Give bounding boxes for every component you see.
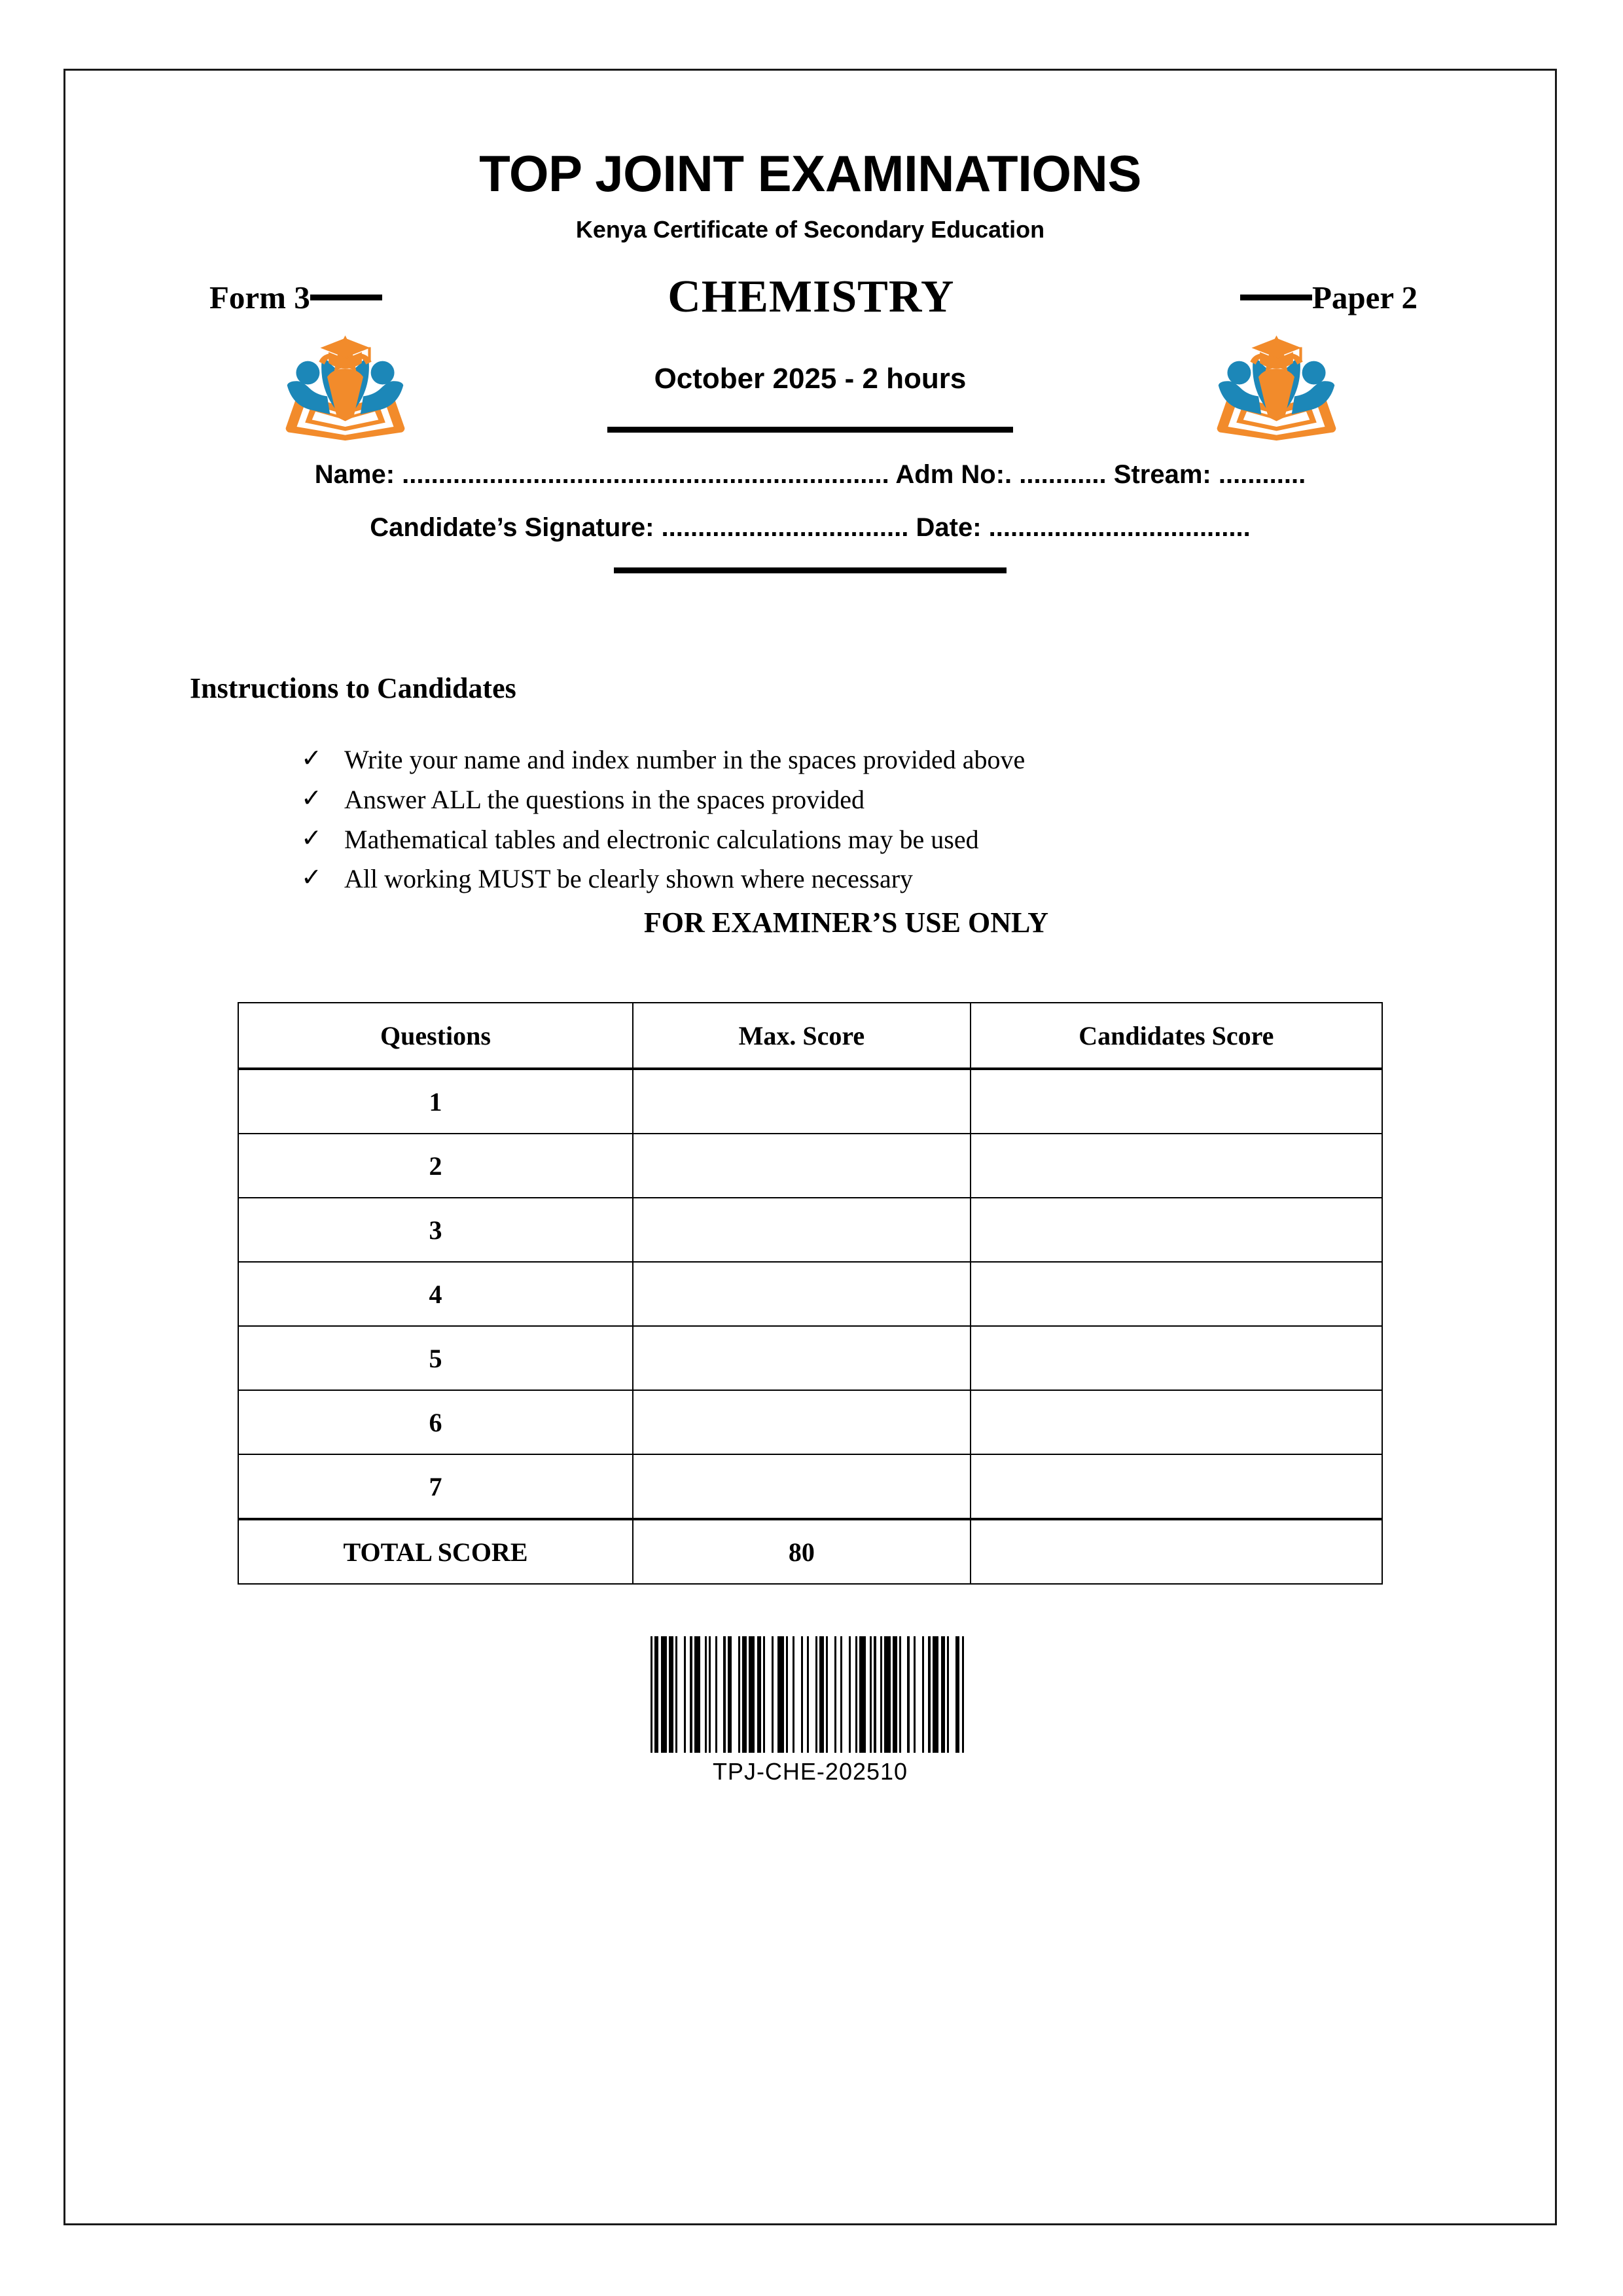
check-icon: ✓ (301, 784, 322, 812)
instruction-text: Answer ALL the questions in the spaces provided (344, 784, 865, 814)
list-item (301, 780, 1555, 820)
instruction-text: Mathematical tables and electronic calculations may be used (344, 824, 979, 854)
cell-candidate-score[interactable] (971, 1454, 1382, 1519)
cell-max-score (633, 1390, 971, 1454)
session-line: October 2025 - 2 hours (654, 363, 967, 395)
cell-candidate-score[interactable] (971, 1198, 1382, 1262)
column-header-candidates-score: Candidates Score (971, 1003, 1382, 1069)
check-icon: ✓ (301, 824, 322, 852)
dash-rule-right (1240, 295, 1312, 300)
cell-candidate-score[interactable] (971, 1134, 1382, 1198)
cell-question: 3 (238, 1198, 633, 1262)
cell-total-max-score: 80 (633, 1519, 971, 1584)
institution-logo-left (275, 330, 416, 451)
cell-total-candidate-score[interactable] (971, 1519, 1382, 1584)
divider-rule-bottom (614, 567, 1007, 573)
stream-dots-field[interactable]: ............ (1218, 460, 1306, 489)
examiner-use-heading: FOR EXAMINER’S USE ONLY (643, 906, 1049, 939)
barcode-block (65, 1628, 1555, 1785)
dash-rule-left (310, 295, 382, 300)
adm-no-label: Adm No:. (895, 460, 1012, 489)
page-title: TOP JOINT EXAMINATIONS (479, 145, 1141, 202)
list-item (301, 740, 1555, 780)
examiner-score-table (238, 1002, 1383, 1585)
list-item (301, 859, 1555, 899)
subject-row (137, 271, 1483, 323)
form-label: Form 3 (209, 279, 310, 315)
cell-candidate-score[interactable] (971, 1326, 1382, 1390)
cell-max-score (633, 1454, 971, 1519)
table-row (238, 1198, 1382, 1262)
cell-total-label: TOTAL SCORE (238, 1519, 633, 1584)
institution-logo-right (1206, 330, 1347, 451)
date-label: Date: (916, 513, 982, 542)
cell-candidate-score[interactable] (971, 1262, 1382, 1326)
table-row (238, 1390, 1382, 1454)
cell-question: 2 (238, 1134, 633, 1198)
cell-max-score (633, 1069, 971, 1134)
cell-max-score (633, 1198, 971, 1262)
table-row (238, 1069, 1382, 1134)
column-header-max-score: Max. Score (633, 1003, 971, 1069)
stream-label: Stream: (1113, 460, 1211, 489)
cell-question: 4 (238, 1262, 633, 1326)
signature-label: Candidate’s Signature: (370, 513, 654, 542)
cell-max-score (633, 1262, 971, 1326)
table-row (238, 1326, 1382, 1390)
list-item (301, 820, 1555, 860)
signature-dots-field[interactable]: .................................. (661, 513, 909, 542)
name-dots-field[interactable]: ................................................................... (402, 460, 889, 489)
candidate-signature-line (65, 513, 1555, 543)
certificate-subtitle: Kenya Certificate of Secondary Education (575, 216, 1045, 243)
instruction-text: Write your name and index number in the spaces provided above (344, 745, 1026, 774)
instructions-list (65, 740, 1555, 899)
cell-candidate-score[interactable] (971, 1069, 1382, 1134)
adm-no-dots-field[interactable]: ............ (1019, 460, 1107, 489)
barcode-label: TPJ-CHE-202510 (712, 1758, 908, 1785)
check-icon: ✓ (301, 864, 322, 892)
date-dots-field[interactable]: .................................... (988, 513, 1251, 542)
table-row-total (238, 1519, 1382, 1584)
table-header-row (238, 1003, 1382, 1069)
column-header-questions: Questions (238, 1003, 633, 1069)
check-icon: ✓ (301, 745, 322, 772)
cell-question: 1 (238, 1069, 633, 1134)
instructions-heading: Instructions to Candidates (190, 672, 516, 704)
instruction-text: All working MUST be clearly shown where necessary (344, 864, 914, 894)
divider-rule-top (607, 427, 1013, 433)
exam-cover-page (63, 69, 1557, 2225)
barcode-image (651, 1636, 971, 1753)
candidate-name-line (65, 460, 1555, 490)
cell-candidate-score[interactable] (971, 1390, 1382, 1454)
paper-label: Paper 2 (1311, 279, 1418, 315)
score-table-wrapper (238, 1002, 1383, 1585)
cell-question: 5 (238, 1326, 633, 1390)
table-row (238, 1454, 1382, 1519)
cell-max-score (633, 1326, 971, 1390)
table-row (238, 1262, 1382, 1326)
subject-name: CHEMISTRY (668, 272, 955, 322)
table-row (238, 1134, 1382, 1198)
cell-question: 6 (238, 1390, 633, 1454)
name-label: Name: (314, 460, 395, 489)
cell-max-score (633, 1134, 971, 1198)
cell-question: 7 (238, 1454, 633, 1519)
